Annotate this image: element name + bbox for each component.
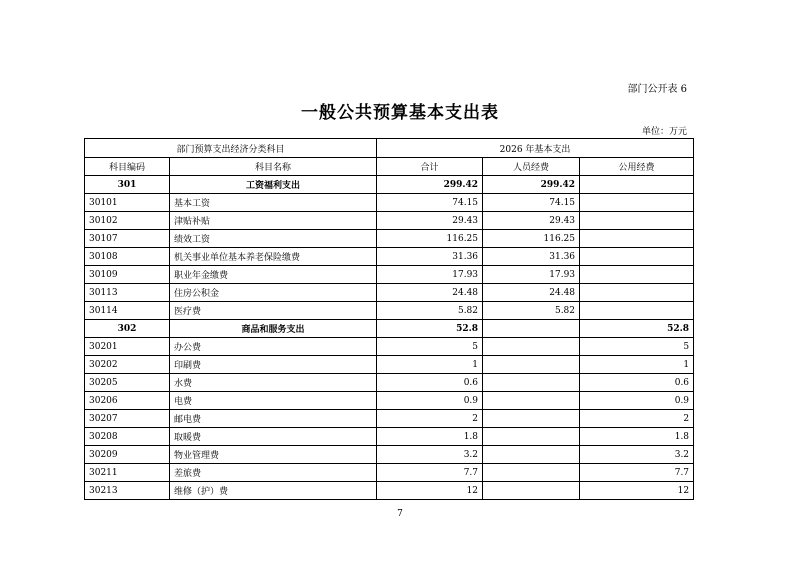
cell-total: 116.25 xyxy=(377,230,483,248)
cell-personnel xyxy=(483,410,580,428)
cell-public: 0.9 xyxy=(580,392,694,410)
cell-code: 30108 xyxy=(85,248,170,266)
cell-personnel xyxy=(483,446,580,464)
cell-personnel: 74.15 xyxy=(483,194,580,212)
cell-public xyxy=(580,176,694,194)
table-row xyxy=(85,374,694,392)
cell-total: 5.82 xyxy=(377,302,483,320)
cell-personnel xyxy=(483,392,580,410)
cell-code: 30206 xyxy=(85,392,170,410)
cell-name: 取暖费 xyxy=(170,428,377,446)
cell-code: 30109 xyxy=(85,266,170,284)
cell-total: 74.15 xyxy=(377,194,483,212)
table-row xyxy=(85,212,694,230)
cell-code: 30113 xyxy=(85,284,170,302)
cell-total: 2 xyxy=(377,410,483,428)
cell-public xyxy=(580,194,694,212)
cell-name: 水费 xyxy=(170,374,377,392)
cell-total: 0.6 xyxy=(377,374,483,392)
cell-name: 基本工资 xyxy=(170,194,377,212)
cell-name: 商品和服务支出 xyxy=(170,320,377,338)
cell-name: 维修（护）费 xyxy=(170,482,377,500)
table-row xyxy=(85,194,694,212)
column-header-code: 科目编码 xyxy=(85,158,170,176)
cell-name: 印刷费 xyxy=(170,356,377,374)
budget-table xyxy=(84,138,694,500)
cell-code: 30205 xyxy=(85,374,170,392)
cell-total: 12 xyxy=(377,482,483,500)
cell-public xyxy=(580,212,694,230)
cell-public: 52.8 xyxy=(580,320,694,338)
cell-code: 30114 xyxy=(85,302,170,320)
cell-name: 差旅费 xyxy=(170,464,377,482)
table-row xyxy=(85,266,694,284)
cell-total: 1.8 xyxy=(377,428,483,446)
cell-code: 30207 xyxy=(85,410,170,428)
cell-code: 30202 xyxy=(85,356,170,374)
cell-name: 津贴补贴 xyxy=(170,212,377,230)
cell-public: 2 xyxy=(580,410,694,428)
cell-total: 0.9 xyxy=(377,392,483,410)
cell-personnel xyxy=(483,356,580,374)
cell-public: 12 xyxy=(580,482,694,500)
column-header-name: 科目名称 xyxy=(170,158,377,176)
cell-name: 电费 xyxy=(170,392,377,410)
cell-code: 302 xyxy=(85,320,170,338)
table-row xyxy=(85,410,694,428)
cell-total: 52.8 xyxy=(377,320,483,338)
cell-public: 5 xyxy=(580,338,694,356)
table-row xyxy=(85,428,694,446)
cell-total: 31.36 xyxy=(377,248,483,266)
cell-personnel: 24.48 xyxy=(483,284,580,302)
cell-public: 0.6 xyxy=(580,374,694,392)
cell-code: 30208 xyxy=(85,428,170,446)
table-row xyxy=(85,482,694,500)
cell-total: 29.43 xyxy=(377,212,483,230)
cell-total: 3.2 xyxy=(377,446,483,464)
cell-personnel xyxy=(483,464,580,482)
cell-total: 5 xyxy=(377,338,483,356)
cell-code: 30213 xyxy=(85,482,170,500)
cell-public xyxy=(580,248,694,266)
table-row xyxy=(85,446,694,464)
cell-personnel: 29.43 xyxy=(483,212,580,230)
cell-name: 物业管理费 xyxy=(170,446,377,464)
table-row xyxy=(85,248,694,266)
cell-public: 7.7 xyxy=(580,464,694,482)
cell-name: 医疗费 xyxy=(170,302,377,320)
column-header-personnel: 人员经费 xyxy=(483,158,580,176)
table-row xyxy=(85,392,694,410)
cell-personnel: 17.93 xyxy=(483,266,580,284)
cell-public: 3.2 xyxy=(580,446,694,464)
cell-public xyxy=(580,284,694,302)
cell-total: 17.93 xyxy=(377,266,483,284)
cell-code: 30107 xyxy=(85,230,170,248)
cell-total: 7.7 xyxy=(377,464,483,482)
cell-public: 1.8 xyxy=(580,428,694,446)
table-row xyxy=(85,230,694,248)
cell-code: 301 xyxy=(85,176,170,194)
cell-personnel: 31.36 xyxy=(483,248,580,266)
unit-label: 单位：万元 xyxy=(641,127,687,137)
cell-personnel xyxy=(483,374,580,392)
cell-public: 1 xyxy=(580,356,694,374)
column-header-public: 公用经费 xyxy=(580,158,694,176)
cell-code: 30101 xyxy=(85,194,170,212)
header-basic-expenditure: 2026 年基本支出 xyxy=(377,139,694,158)
cell-name: 工资福利支出 xyxy=(170,176,377,194)
cell-name: 办公费 xyxy=(170,338,377,356)
cell-personnel xyxy=(483,482,580,500)
cell-name: 机关事业单位基本养老保险缴费 xyxy=(170,248,377,266)
cell-personnel xyxy=(483,320,580,338)
table-group-row xyxy=(85,320,694,338)
cell-name: 绩效工资 xyxy=(170,230,377,248)
table-body xyxy=(85,176,694,500)
cell-name: 邮电费 xyxy=(170,410,377,428)
cell-code: 30211 xyxy=(85,464,170,482)
cell-code: 30102 xyxy=(85,212,170,230)
column-header-total: 合计 xyxy=(377,158,483,176)
cell-total: 24.48 xyxy=(377,284,483,302)
document-tag: 部门公开表 6 xyxy=(627,84,687,95)
table-row xyxy=(85,464,694,482)
table-group-row xyxy=(85,176,694,194)
cell-name: 职业年金缴费 xyxy=(170,266,377,284)
cell-personnel: 299.42 xyxy=(483,176,580,194)
cell-code: 30201 xyxy=(85,338,170,356)
cell-personnel: 116.25 xyxy=(483,230,580,248)
page-number: 7 xyxy=(397,509,403,519)
cell-total: 299.42 xyxy=(377,176,483,194)
cell-code: 30209 xyxy=(85,446,170,464)
cell-personnel xyxy=(483,338,580,356)
table-row xyxy=(85,284,694,302)
cell-personnel: 5.82 xyxy=(483,302,580,320)
cell-name: 住房公积金 xyxy=(170,284,377,302)
table-row xyxy=(85,338,694,356)
cell-public xyxy=(580,302,694,320)
page-title: 一般公共预算基本支出表 xyxy=(301,103,499,123)
cell-public xyxy=(580,266,694,284)
cell-personnel xyxy=(483,428,580,446)
table-row xyxy=(85,356,694,374)
cell-total: 1 xyxy=(377,356,483,374)
cell-public xyxy=(580,230,694,248)
header-economic-classification: 部门预算支出经济分类科目 xyxy=(85,139,377,158)
table-row xyxy=(85,302,694,320)
